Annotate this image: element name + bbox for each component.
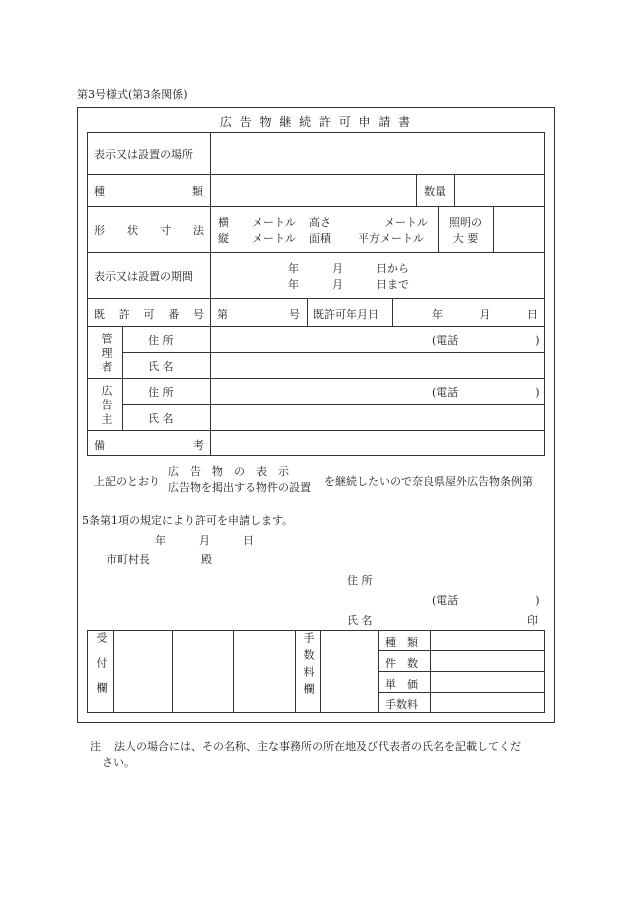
seal-mark: 印 (527, 614, 538, 627)
advertiser-address-label: 住 所 (148, 386, 174, 399)
note-line1: 法人の場合には、その名称、主な事務所の所在地及び代表者の氏名を記載してくだ (114, 740, 521, 753)
manager-name-label: 氏 名 (148, 360, 174, 373)
lighting-label: 照明の (449, 216, 482, 229)
fee-row-count: 件 数 (385, 657, 418, 670)
application-table (87, 132, 545, 456)
period-label: 表示又は設置の期間 (94, 270, 193, 283)
applicant-name-label: 氏 名 (347, 614, 373, 627)
application-date: 年 月 日 (155, 534, 254, 547)
form-title: 広 告 物 継 続 許 可 申 請 書 (219, 115, 413, 129)
honorific: 殿 (201, 553, 212, 566)
quantity-label: 数量 (424, 185, 446, 198)
location-label: 表示又は設置の場所 (94, 148, 193, 161)
meter-unit-1: メートル (252, 216, 296, 229)
statement-suffix: を継続したいので奈良県屋外広告物条例第 (324, 475, 533, 488)
applicant-phone: (電話 ) (432, 594, 540, 607)
form-number: 第3号様式(第3条関係) (77, 88, 188, 101)
height-label: 高さ (309, 216, 331, 229)
prev-permit-label: 既許可番号 (94, 308, 204, 321)
note-prefix: 注 (90, 740, 101, 753)
manager-phone: (電話 ) (432, 334, 540, 347)
prev-permit-date: 年 月 日 (432, 308, 538, 321)
advertiser-name-label: 氏 名 (148, 412, 174, 425)
period-from: 年 月 日から (288, 262, 409, 275)
remarks-label: 備考 (94, 439, 204, 452)
fee-label: 手数料欄 (302, 632, 315, 700)
receipt-label: 受付欄 (95, 632, 108, 707)
manager-label: 管理者 (100, 333, 113, 375)
area-label: 面積 (309, 232, 331, 245)
statement-line2: 5条第1項の規定により許可を申請します。 (82, 514, 294, 527)
fee-row-unit-price: 単 価 (385, 678, 418, 691)
shape-label: 形状寸法 (94, 224, 204, 237)
advertiser-label: 広告主 (100, 385, 113, 427)
note-line2: さい。 (102, 756, 135, 769)
period-to: 年 月 日まで (288, 278, 409, 291)
lighting-label-2: 大 要 (452, 232, 479, 245)
permit-go: 号 (289, 308, 300, 321)
fee-row-fee: 手数料 (385, 698, 418, 711)
horizontal-label: 横 (218, 216, 229, 229)
type-label: 種類 (94, 185, 204, 198)
vertical-label: 縦 (218, 232, 229, 245)
statement-prefix: 上記のとおり (94, 475, 160, 488)
square-meter-unit: 平方メートル (358, 232, 424, 245)
addressee: 市町村長 (106, 553, 150, 566)
manager-address-label: 住 所 (148, 334, 174, 347)
meter-unit-3: メートル (384, 216, 428, 229)
applicant-address-label: 住 所 (347, 574, 373, 587)
advertiser-phone: (電話 ) (432, 386, 540, 399)
statement-choice-display: 広 告 物 の 表 示 (168, 465, 289, 478)
meter-unit-2: メートル (252, 232, 296, 245)
permit-dai: 第 (217, 308, 228, 321)
statement-choice-installation: 広告物を掲出する物件の設置 (168, 481, 311, 494)
fee-row-type: 種 類 (385, 636, 418, 649)
prev-permit-date-label: 既許可年月日 (313, 308, 379, 321)
